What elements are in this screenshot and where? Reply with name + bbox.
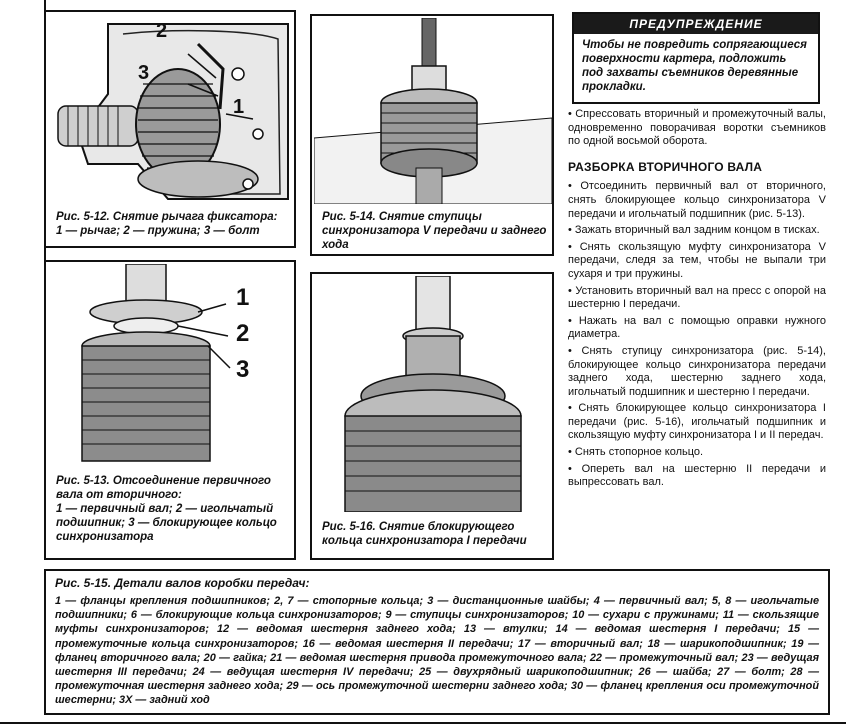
paragraph: • Зажать вторичный вал задним концом в тисках.	[568, 224, 820, 237]
callout-3: 3	[138, 62, 150, 84]
paragraph: • Спрессовать вторичный и промежуточный валы, одновременно поворачивая воротки съемников по одной восьмой оборота.	[568, 108, 826, 148]
callout-3: 3	[236, 356, 250, 383]
callout-1: 1	[236, 284, 250, 311]
callout-1: 1	[233, 96, 245, 118]
gearbox-lever-illustration	[48, 14, 294, 204]
right-column-text	[568, 108, 826, 493]
paragraph: • Опереть вал на шестерню II передачи и выпрессовать вал.	[568, 462, 826, 489]
paragraph: • Снять скользящую муфту синхронизатора V передачи, следя за тем, чтобы не выпали три сухаря и три пружины.	[568, 240, 826, 280]
callout-2: 2	[236, 320, 250, 347]
figure-5-16-caption: Рис. 5-16. Снятие блокирующего кольца синхронизатора I передачи	[322, 521, 527, 547]
page-bottom-rule	[0, 722, 846, 724]
paragraph: • Снять ступицу синхронизатора (рис. 5-14), блокирующее кольцо синхронизатора передачи заднего хода, шестерню заднего хода, игольчатый подшипник и шестерню I передачи.	[568, 344, 826, 398]
figure-5-12	[44, 10, 296, 248]
paragraph: • Нажать на вал с помощью оправки нужного диаметра.	[568, 314, 826, 341]
figure-5-12-caption	[56, 210, 292, 238]
caption-legend: 1 — рычаг; 2 — пружина; 3 — болт	[56, 225, 260, 237]
blocking-ring-illustration	[314, 276, 552, 512]
paragraph: • Снять стопорное кольцо.	[568, 446, 704, 459]
paragraph: • Снять блокирующее кольцо синхронизатора I передачи (рис. 5-16), игольчатый подшипник и скользящую муфту синхронизатора I и II передач.	[568, 402, 826, 442]
warning-box	[572, 12, 820, 104]
section-heading: РАЗБОРКА ВТОРИЧНОГО ВАЛА	[568, 159, 763, 174]
caption-legend: 1 — первичный вал; 2 — игольчатый подшипник; 3 — блокирующее кольцо синхронизатора	[56, 503, 277, 543]
shaft-separation-illustration	[48, 264, 294, 469]
figure-5-14	[310, 14, 554, 256]
callout-2: 2	[156, 20, 168, 42]
paragraph: • Отсоединить первичный вал от вторичного, снять блокирующее кольцо синхронизатора V передачи и игольчатый подшипник (рис. 5-13).	[568, 180, 826, 220]
figure-5-14-caption: Рис. 5-14. Снятие ступицы синхронизатора V передачи и заднего хода	[322, 211, 547, 251]
caption-title: Рис. 5-13. Отсоединение первичного вала от вторичного:	[56, 475, 271, 501]
figure-5-15-title: Рис. 5-15. Детали валов коробки передач:	[55, 576, 310, 590]
warning-text: Чтобы не повредить сопрягающиеся поверхности картера, подложить под захваты съемников деревянные прокладки.	[582, 39, 807, 93]
figure-5-15-legend: 1 — фланцы крепления подшипников; 2, 7 — стопорные кольца; 3 — дистанционные шайбы; 4 — первичный вал; 5, 8 — игольчатые подшипники; 6 — блокирующие кольца синхронизаторов; 9 — ступицы синхронизаторов; 10 — сухари с пружинами; 11 — скользящие муфты синхронизаторов; 12 — ведомая шестерня заднего хода; 13 — втулки; 14 — ведомая шестерня I передачи; 15 — промежуточные кольца синхронизаторов; 16 — ведомая шестерня II передачи; 17 — вторичный вал; 18 — шарикоподшипник; 19 — фланец вторичного вала; 20 — гайка; 21 — ведомая шестерня привода промежуточного вала; 22 — промежуточный вал; 23 — ведущая шестерня III передачи; 24 — ведущая шестерня IV передачи; 25 — двухрядный шарикоподшипник; 26 — шайба; 27 — болт; 28 — промежуточная шестерня заднего хода; 29 — ось промежуточной шестерни заднего хода; 30 — фланец крепления оси промежуточной шестерни; 3Х — задний ход	[55, 595, 819, 707]
caption-title: Рис. 5-12. Снятие рычага фиксатора:	[56, 211, 278, 223]
figure-5-16	[310, 272, 554, 560]
figure-5-15-legend-box	[44, 569, 830, 715]
paragraph: • Установить вторичный вал на пресс с опорой на шестерню I передачи.	[568, 284, 826, 311]
warning-heading: ПРЕДУПРЕЖДЕНИЕ	[574, 14, 818, 34]
synchronizer-hub-illustration	[314, 18, 552, 204]
figure-5-13	[44, 260, 296, 560]
figure-5-13-caption	[56, 474, 288, 544]
